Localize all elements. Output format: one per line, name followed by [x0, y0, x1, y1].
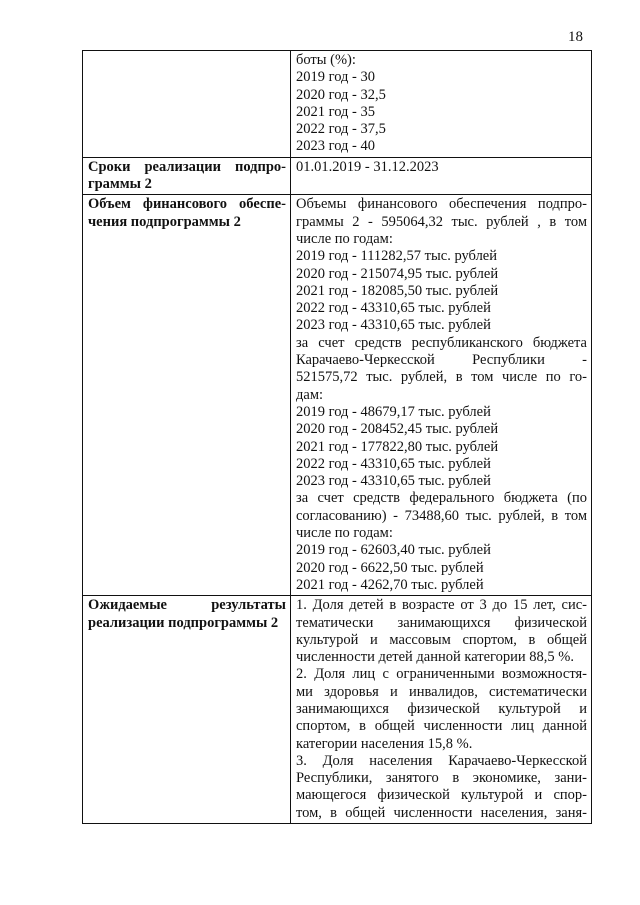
row-label-cell — [83, 195, 291, 596]
value-line: 3. Доля населения Карачаево-Черкесской — [296, 752, 587, 769]
value-line: 2023 год - 43310,65 тыс. рублей — [296, 317, 491, 334]
value-line: 2019 год - 48679,17 тыс. рублей — [296, 403, 491, 420]
value-line: 2021 год - 182085,50 тыс. рублей — [296, 282, 499, 299]
table-row — [83, 195, 592, 596]
value-line: Республики, занятого в экономике, зани- — [296, 770, 587, 787]
value-line: 2020 год - 32,5 — [296, 86, 386, 103]
label-line: Объем финансового обеспе- — [88, 196, 286, 213]
value-line: том, в общей численности населения, заня- — [296, 804, 587, 821]
value-line: тематически занимающихся физической — [296, 614, 587, 631]
value-line: 2019 год - 30 — [296, 69, 375, 86]
label-line: чения подпрограммы 2 — [88, 213, 241, 230]
value-line: мающегося физической культурой и спор- — [296, 787, 587, 804]
value-line: согласованию) - 73488,60 тыс. рублей, в том — [296, 507, 587, 524]
label-line: реализации подпрограммы 2 — [88, 614, 279, 631]
value-line: 2023 год - 43310,65 тыс. рублей — [296, 473, 491, 490]
label-line: Ожидаемые результаты — [88, 597, 286, 614]
row-label-cell — [83, 157, 291, 195]
value-line: категории населения 15,8 %. — [296, 735, 473, 752]
value-line: боты (%): — [296, 52, 356, 68]
value-line: 01.01.2019 - 31.12.2023 — [296, 158, 439, 175]
row-value-cell — [291, 596, 592, 824]
value-line: числе по годам: — [296, 525, 393, 542]
row-value-cell — [291, 51, 592, 158]
value-line: культурой и массовым спортом, в общей — [296, 631, 587, 648]
value-line: 2019 год - 62603,40 тыс. рублей — [296, 542, 491, 559]
row-label-cell — [83, 596, 291, 824]
value-line: Объемы финансового обеспечения подпро- — [296, 196, 587, 213]
value-line: 2020 год - 208452,45 тыс. рублей — [296, 421, 499, 438]
value-line: численности детей данной категории 88,5 %. — [296, 649, 574, 666]
value-line: 2022 год - 37,5 — [296, 121, 386, 138]
value-line: дам: — [296, 386, 324, 403]
value-line: Карачаево-Черкесской Республики - — [296, 352, 587, 369]
table-row — [83, 51, 592, 158]
value-line: 2021 год - 4262,70 тыс. рублей — [296, 576, 484, 593]
value-line: 2022 год - 43310,65 тыс. рублей — [296, 455, 491, 472]
value-line: 2023 год - 40 — [296, 138, 375, 155]
table-row — [83, 157, 592, 195]
value-line: 1. Доля детей в возрасте от 3 до 15 лет, сис- — [296, 597, 587, 614]
value-line: граммы 2 - 595064,32 тыс. рублей , в том — [296, 213, 587, 230]
value-line: 2022 год - 43310,65 тыс. рублей — [296, 300, 491, 317]
table-row — [83, 596, 592, 824]
value-line: 2021 год - 35 — [296, 103, 375, 120]
value-line: спортом, в общей численности лиц данной — [296, 718, 587, 735]
page-number: 18 — [568, 29, 583, 45]
value-line: занимающихся физической культурой и — [296, 700, 587, 717]
row-value-cell — [291, 157, 592, 195]
value-line: 2019 год - 111282,57 тыс. рублей — [296, 248, 498, 265]
value-line: числе по годам: — [296, 230, 393, 247]
value-line: 2020 год - 215074,95 тыс. рублей — [296, 265, 499, 282]
row-value-cell — [291, 195, 592, 596]
label-line: Сроки реализации подпро- — [88, 158, 286, 175]
value-line: за счет средств федерального бюджета (по — [296, 490, 587, 507]
value-line: 521575,72 тыс. рублей, в том числе по го- — [296, 369, 587, 386]
value-line: 2020 год - 6622,50 тыс. рублей — [296, 559, 484, 576]
subprogram-passport-table — [82, 50, 592, 824]
label-line: граммы 2 — [88, 176, 152, 193]
value-line: 2021 год - 177822,80 тыс. рублей — [296, 438, 499, 455]
row-label-cell — [83, 51, 291, 158]
value-line: 2. Доля лиц с ограниченными возможностя- — [296, 666, 587, 683]
value-line: ми здоровья и инвалидов, систематически — [296, 683, 587, 700]
value-line: за счет средств республиканского бюджета — [296, 334, 587, 351]
